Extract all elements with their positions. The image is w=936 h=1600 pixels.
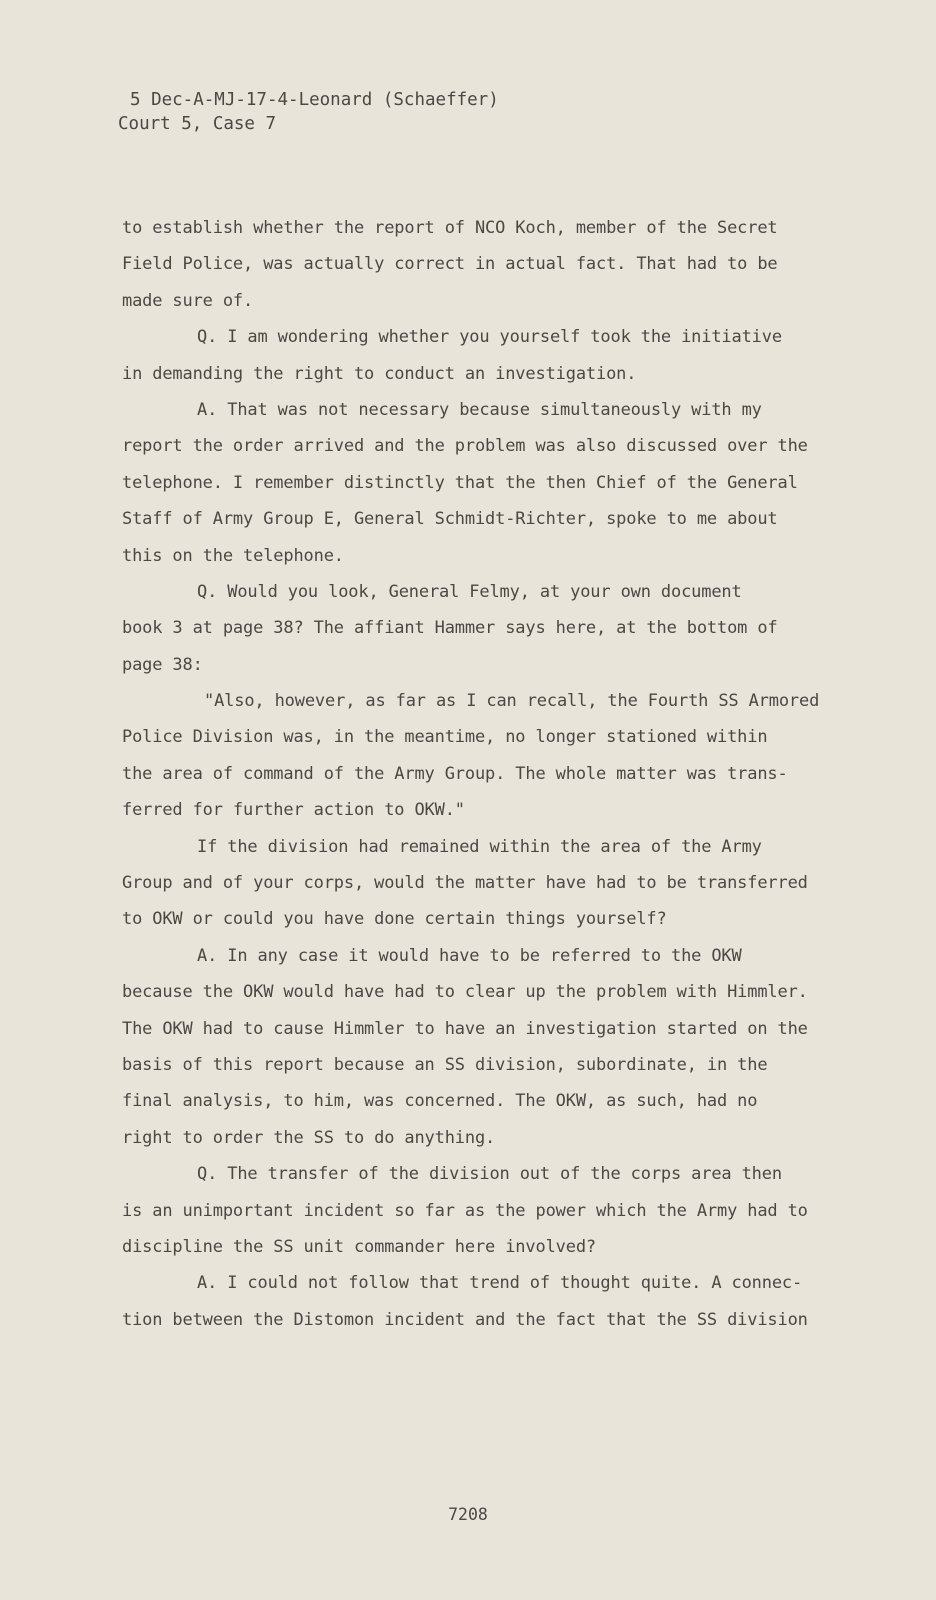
text-line: page 38: [122,654,203,675]
text-line: The OKW had to cause Himmler to have an investigation started on the [122,1018,808,1039]
text-line: book 3 at page 38? The affiant Hammer says here, at the bottom of [122,618,778,639]
text-line: in demanding the right to conduct an investigation. [122,363,637,384]
text-line: is an unimportant incident so far as the power which the Army had to [122,1200,808,1221]
quotation-line: "Also, however, as far as I can recall, the Fourth SS Armored [204,691,820,712]
text-line: final analysis, to him, was concerned. The OKW, as such, had no [122,1091,758,1112]
question-line: Q. The transfer of the division out of the corps area then [197,1164,782,1185]
text-line: basis of this report because an SS division, subordinate, in the [122,1054,768,1075]
quotation-line: ferred for further action to OKW." [122,800,465,821]
quotation-line: Police Division was, in the meantime, no longer stationed within [122,727,768,748]
text-line: tion between the Distomon incident and the fact that the SS division [122,1309,808,1330]
page-number: 7208 [448,1505,488,1524]
text-line: report the order arrived and the problem was also discussed over the [122,436,808,457]
question-line: Q. Would you look, General Felmy, at your own document [197,581,742,602]
document-header [118,88,499,136]
transcript-body [122,210,842,1338]
text-line: Group and of your corps, would the matter have had to be transferred [122,873,808,894]
answer-line: A. That was not necessary because simultaneously with my [197,399,762,420]
header-court-line: Court 5, Case 7 [118,114,277,134]
quotation-line: the area of command of the Army Group. The whole matter was trans- [122,763,788,784]
answer-line: A. In any case it would have to be referred to the OKW [197,945,742,966]
text-line: Field Police, was actually correct in actual fact. That had to be [122,254,778,275]
answer-line: A. I could not follow that trend of thought quite. A connec- [197,1273,803,1294]
text-line: made sure of. [122,290,254,311]
text-line: to establish whether the report of NCO Koch, member of the Secret [122,218,778,238]
text-line: discipline the SS unit commander here involved? [122,1236,596,1257]
text-line: telephone. I remember distinctly that the then Chief of the General [122,472,798,493]
text-line: right to order the SS to do anything. [122,1127,496,1148]
text-line: to OKW or could you have done certain things yourself? [122,909,667,930]
header-reference-line: 5 Dec-A-MJ-17-4-Leonard (Schaeffer) [130,90,499,110]
text-line: this on the telephone. [122,545,344,566]
question-line: Q. I am wondering whether you yourself took the initiative [197,327,782,348]
text-line: If the division had remained within the area of the Army [197,836,762,857]
text-line: Staff of Army Group E, General Schmidt-Richter, spoke to me about [122,509,778,530]
text-line: because the OKW would have had to clear up the problem with Himmler. [122,982,808,1003]
